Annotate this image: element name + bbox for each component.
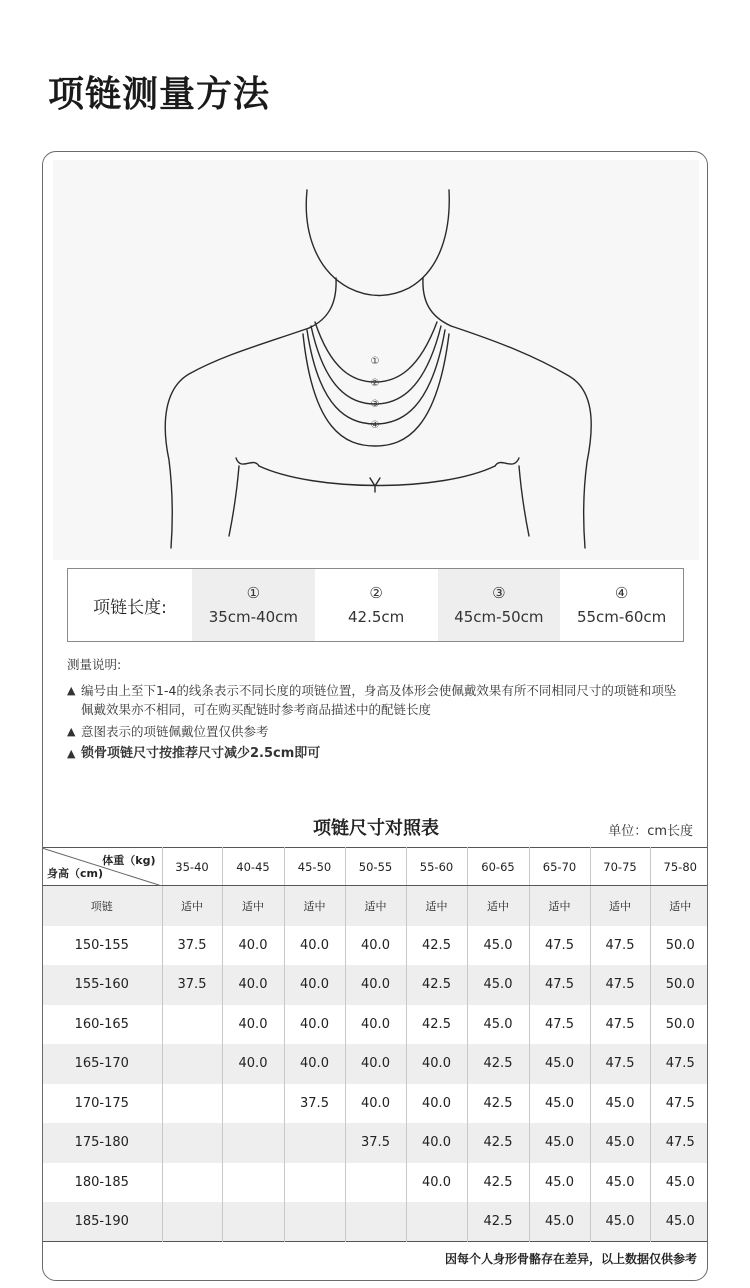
length-value-cell: 40.0 bbox=[284, 926, 345, 966]
length-value-cell: 40.0 bbox=[284, 1044, 345, 1084]
table-row bbox=[42, 926, 708, 966]
weight-col-header: 35-40 bbox=[162, 848, 222, 886]
length-value-cell: 42.5 bbox=[467, 1044, 529, 1084]
length-value-cell: 47.5 bbox=[529, 965, 590, 1005]
page-title: 项链测量方法 bbox=[48, 74, 271, 115]
fit-cell: 适中 bbox=[222, 886, 284, 926]
length-option-2 bbox=[315, 569, 438, 641]
length-value-cell: 45.0 bbox=[590, 1202, 650, 1242]
length-value-cell: 40.0 bbox=[222, 1044, 284, 1084]
length-value-cell: 42.5 bbox=[406, 1005, 467, 1045]
length-value-cell bbox=[162, 1044, 222, 1084]
size-table bbox=[42, 847, 708, 1242]
length-value-cell: 42.5 bbox=[467, 1202, 529, 1242]
length-num: ④ bbox=[614, 584, 629, 602]
length-value-cell: 47.5 bbox=[590, 1044, 650, 1084]
table-row bbox=[42, 1044, 708, 1084]
length-value-cell bbox=[162, 1005, 222, 1045]
length-value-cell: 47.5 bbox=[665, 1095, 695, 1111]
fit-cell: 适中 bbox=[284, 886, 345, 926]
length-value-cell: 40.0 bbox=[222, 926, 284, 966]
marker-3: ③ bbox=[370, 399, 380, 410]
length-value-cell: 40.0 bbox=[284, 1005, 345, 1045]
length-value-cell: 40.0 bbox=[345, 1044, 406, 1084]
length-value-cell: 37.5 bbox=[162, 926, 222, 966]
length-value-cell: 45.0 bbox=[529, 1123, 590, 1163]
height-axis-label: 身高（cm) bbox=[47, 867, 104, 880]
length-value-cell: 42.5 bbox=[467, 1084, 529, 1124]
table-row bbox=[42, 965, 708, 1005]
length-value-cell: 42.5 bbox=[406, 965, 467, 1005]
neck-drawing bbox=[53, 160, 699, 560]
size-guide-card bbox=[42, 151, 708, 1281]
length-value-cell bbox=[284, 1163, 345, 1203]
neck-illustration bbox=[53, 160, 699, 560]
length-value-cell bbox=[345, 1163, 406, 1203]
collar-right bbox=[495, 458, 519, 466]
length-value-cell bbox=[222, 1084, 284, 1124]
length-value-cell: 45.0 bbox=[590, 1084, 650, 1124]
length-label: 项链长度: bbox=[93, 597, 167, 618]
note-item bbox=[67, 681, 687, 719]
table-row bbox=[42, 1005, 708, 1045]
fit-cell: 适中 bbox=[162, 886, 222, 926]
note-text: 锁骨项链尺寸按推荐尺寸减少2.5cm即可 bbox=[81, 746, 321, 761]
height-range-cell: 155-160 bbox=[42, 965, 162, 1005]
marker-1: ① bbox=[370, 356, 380, 367]
corner-cell bbox=[42, 848, 162, 886]
shoulder-right bbox=[451, 326, 591, 548]
length-value-cell: 45.0 bbox=[665, 1174, 695, 1190]
length-value-cell: 45.0 bbox=[529, 1084, 590, 1124]
weight-axis-label: 体重（kg) bbox=[102, 854, 156, 867]
weight-col-header: 40-45 bbox=[222, 848, 284, 886]
length-value-cell: 47.5 bbox=[590, 926, 650, 966]
necklace-length-box bbox=[67, 568, 684, 642]
footnote: 因每个人身形骨骼存在差异，以上数据仅供参考 bbox=[444, 1252, 697, 1266]
length-value-cell: 40.0 bbox=[345, 965, 406, 1005]
length-value-cell bbox=[284, 1202, 345, 1242]
weight-col-header: 55-60 bbox=[406, 848, 467, 886]
collar-left bbox=[236, 458, 259, 466]
length-value: 42.5cm bbox=[347, 608, 405, 626]
measurement-notes bbox=[67, 655, 687, 766]
length-value-cell bbox=[162, 1084, 222, 1124]
note-item bbox=[67, 722, 687, 741]
length-value-cell bbox=[345, 1202, 406, 1242]
length-value-cell bbox=[406, 1202, 467, 1242]
length-num: ③ bbox=[492, 584, 506, 602]
triangle-icon: ▲ bbox=[67, 684, 76, 697]
length-value: 55cm-60cm bbox=[576, 608, 667, 626]
length-value-cell: 42.5 bbox=[467, 1123, 529, 1163]
length-num: ② bbox=[369, 584, 383, 602]
note-text: 编号由上至下1-4的线条表示不同长度的项链位置，身高及体形会使佩戴效果有所不同相同尺寸的项链和项坠佩戴效果亦不相同，可在购买配链时参考商品描述中的配链长度 bbox=[81, 683, 677, 717]
length-value-cell: 50.0 bbox=[665, 1016, 695, 1032]
length-value-cell: 40.0 bbox=[345, 926, 406, 966]
length-value: 35cm-40cm bbox=[208, 608, 299, 626]
fit-cell: 适中 bbox=[590, 886, 650, 926]
weight-col-header: 65-70 bbox=[529, 848, 590, 886]
weight-col-header: 60-65 bbox=[467, 848, 529, 886]
table-row bbox=[42, 1084, 708, 1124]
fit-cell: 适中 bbox=[345, 886, 406, 926]
weight-col-header: 50-55 bbox=[345, 848, 406, 886]
length-num: ① bbox=[246, 584, 261, 602]
table-header-row bbox=[42, 848, 708, 886]
height-range-cell: 175-180 bbox=[42, 1123, 162, 1163]
length-value-cell: 40.0 bbox=[406, 1123, 467, 1163]
height-range-cell: 160-165 bbox=[42, 1005, 162, 1045]
length-value-cell: 40.0 bbox=[345, 1084, 406, 1124]
triangle-icon: ▲ bbox=[67, 725, 76, 738]
fit-sub-header-row bbox=[42, 886, 708, 926]
length-value-cell: 40.0 bbox=[222, 1005, 284, 1045]
length-value-cell bbox=[222, 1163, 284, 1203]
length-value-cell: 45.0 bbox=[665, 1214, 695, 1229]
length-value-cell: 40.0 bbox=[406, 1163, 467, 1203]
length-value-cell bbox=[222, 1123, 284, 1163]
table-row bbox=[42, 1202, 708, 1242]
length-value-cell: 45.0 bbox=[467, 965, 529, 1005]
length-value-cell: 47.5 bbox=[590, 1005, 650, 1045]
length-value-cell: 45.0 bbox=[467, 926, 529, 966]
length-value-cell bbox=[162, 1202, 222, 1242]
length-value-cell: 40.0 bbox=[222, 965, 284, 1005]
note-item bbox=[67, 744, 687, 763]
length-value-cell bbox=[284, 1123, 345, 1163]
length-value-cell bbox=[162, 1123, 222, 1163]
length-value-cell: 45.0 bbox=[529, 1163, 590, 1203]
weight-col-header: 45-50 bbox=[284, 848, 345, 886]
length-value-cell: 45.0 bbox=[590, 1123, 650, 1163]
length-value-cell: 47.5 bbox=[665, 1135, 695, 1151]
fit-cell: 适中 bbox=[529, 886, 590, 926]
length-value-cell: 50.0 bbox=[665, 977, 695, 993]
marker-4: ④ bbox=[370, 420, 380, 431]
table-row bbox=[42, 1163, 708, 1203]
length-value-cell: 47.5 bbox=[529, 1005, 590, 1045]
height-range-cell: 165-170 bbox=[42, 1044, 162, 1084]
length-option-4 bbox=[560, 569, 683, 641]
weight-col-header: 75-80 bbox=[650, 848, 708, 886]
length-value-cell: 50.0 bbox=[665, 937, 695, 953]
length-option-3 bbox=[438, 569, 561, 641]
length-value-cell: 45.0 bbox=[467, 1005, 529, 1045]
arm-right-inner bbox=[519, 466, 529, 536]
height-range-cell: 170-175 bbox=[42, 1084, 162, 1124]
row-header: 项链 bbox=[42, 886, 162, 926]
length-value-cell bbox=[162, 1163, 222, 1203]
height-range-cell: 150-155 bbox=[42, 926, 162, 966]
length-value-cell: 37.5 bbox=[284, 1084, 345, 1124]
head-outline bbox=[306, 190, 449, 296]
height-range-cell: 185-190 bbox=[42, 1202, 162, 1242]
length-value-cell: 40.0 bbox=[406, 1084, 467, 1124]
marker-2: ② bbox=[370, 378, 380, 389]
length-value-cell bbox=[222, 1202, 284, 1242]
length-value-cell: 40.0 bbox=[345, 1005, 406, 1045]
fit-cell: 适中 bbox=[467, 886, 529, 926]
table-row bbox=[42, 1123, 708, 1163]
note-text: 意图表示的项链佩戴位置仅供参考 bbox=[81, 724, 269, 739]
length-value-cell: 40.0 bbox=[406, 1044, 467, 1084]
arm-left-inner bbox=[229, 466, 239, 536]
table-title: 项链尺寸对照表 bbox=[313, 818, 439, 839]
fit-cell: 适中 bbox=[669, 899, 692, 913]
unit-label: 单位：cm长度 bbox=[608, 824, 693, 839]
necklace-line-1 bbox=[315, 322, 437, 382]
length-value-cell: 45.0 bbox=[529, 1044, 590, 1084]
length-value-cell: 37.5 bbox=[162, 965, 222, 1005]
length-value-cell: 47.5 bbox=[529, 926, 590, 966]
shoulder-left bbox=[165, 328, 309, 548]
notes-heading: 测量说明: bbox=[67, 657, 122, 672]
neck-right bbox=[423, 278, 451, 326]
length-value-cell: 45.0 bbox=[590, 1163, 650, 1203]
length-value-cell: 47.5 bbox=[665, 1056, 695, 1072]
length-value: 45cm-50cm bbox=[454, 608, 544, 626]
length-value-cell: 42.5 bbox=[467, 1163, 529, 1203]
neck-left bbox=[309, 278, 336, 328]
length-value-cell: 47.5 bbox=[590, 965, 650, 1005]
length-option-1 bbox=[192, 569, 315, 641]
triangle-icon: ▲ bbox=[67, 747, 76, 760]
weight-col-header: 70-75 bbox=[590, 848, 650, 886]
height-range-cell: 180-185 bbox=[42, 1163, 162, 1203]
length-value-cell: 40.0 bbox=[284, 965, 345, 1005]
length-value-cell: 42.5 bbox=[406, 926, 467, 966]
fit-cell: 适中 bbox=[406, 886, 467, 926]
length-value-cell: 37.5 bbox=[345, 1123, 406, 1163]
length-value-cell: 45.0 bbox=[529, 1202, 590, 1242]
